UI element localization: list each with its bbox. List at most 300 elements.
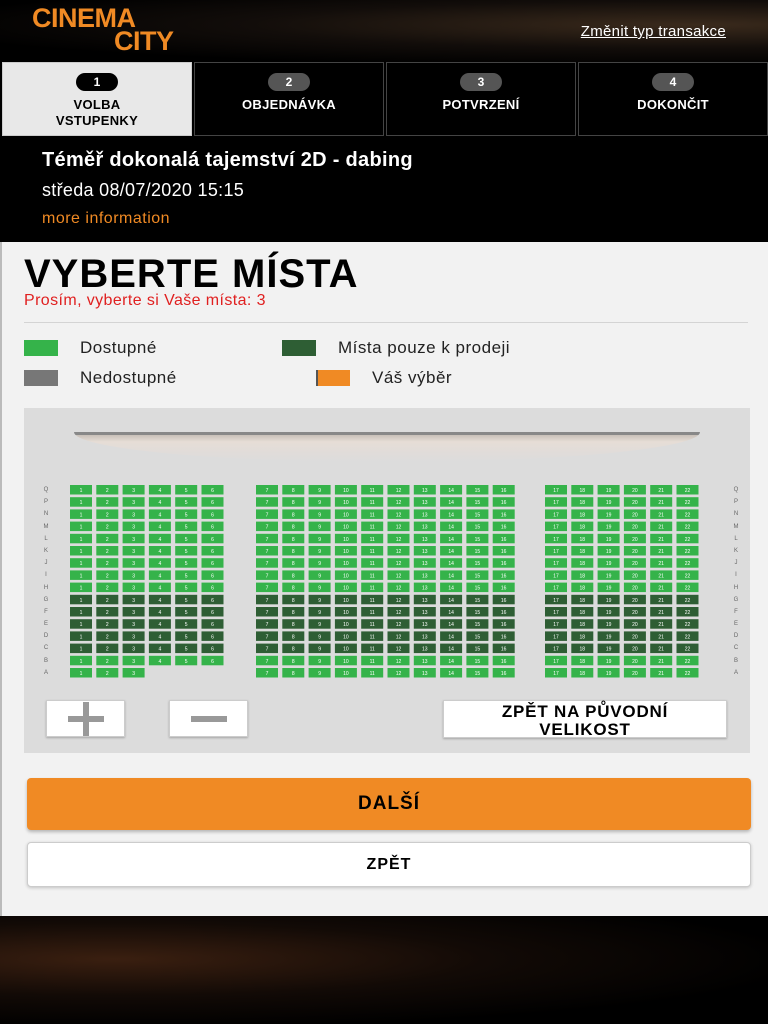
- seat[interactable]: [309, 497, 331, 507]
- seat[interactable]: [493, 631, 515, 641]
- seat[interactable]: [624, 546, 646, 556]
- seat[interactable]: [466, 656, 488, 666]
- seat[interactable]: [624, 631, 646, 641]
- seat-map[interactable]: [24, 408, 750, 753]
- seat[interactable]: [309, 509, 331, 519]
- seat[interactable]: [175, 558, 197, 568]
- seat[interactable]: [309, 644, 331, 654]
- seat[interactable]: [571, 570, 593, 580]
- cinema-city-logo[interactable]: [32, 3, 232, 57]
- seat[interactable]: [70, 583, 92, 593]
- seat[interactable]: [202, 558, 224, 568]
- seat[interactable]: [256, 656, 278, 666]
- seat[interactable]: [175, 522, 197, 532]
- seat[interactable]: [624, 656, 646, 666]
- seat[interactable]: [493, 509, 515, 519]
- seat[interactable]: [202, 644, 224, 654]
- seat[interactable]: [414, 546, 436, 556]
- seat[interactable]: [282, 631, 304, 641]
- seat[interactable]: [624, 558, 646, 568]
- seat[interactable]: [677, 668, 699, 678]
- seat[interactable]: [123, 668, 145, 678]
- seat[interactable]: [545, 656, 567, 666]
- seat[interactable]: [598, 558, 620, 568]
- seat[interactable]: [650, 509, 672, 519]
- seat[interactable]: [70, 509, 92, 519]
- seat[interactable]: [388, 509, 410, 519]
- seat[interactable]: [545, 644, 567, 654]
- seat[interactable]: [123, 485, 145, 495]
- seat[interactable]: [123, 644, 145, 654]
- seat[interactable]: [571, 534, 593, 544]
- seat[interactable]: [677, 522, 699, 532]
- seat[interactable]: [414, 534, 436, 544]
- seat[interactable]: [282, 595, 304, 605]
- seat[interactable]: [361, 522, 383, 532]
- seat[interactable]: [256, 570, 278, 580]
- seat[interactable]: [70, 668, 92, 678]
- seat[interactable]: [677, 570, 699, 580]
- seat[interactable]: [335, 644, 357, 654]
- seat[interactable]: [440, 619, 462, 629]
- seat[interactable]: [388, 546, 410, 556]
- seat[interactable]: [677, 558, 699, 568]
- seat[interactable]: [175, 656, 197, 666]
- seat[interactable]: [624, 595, 646, 605]
- seat[interactable]: [175, 583, 197, 593]
- seat[interactable]: [440, 656, 462, 666]
- seat[interactable]: [677, 607, 699, 617]
- seat[interactable]: [624, 607, 646, 617]
- seat[interactable]: [545, 668, 567, 678]
- seat[interactable]: [335, 546, 357, 556]
- seat[interactable]: [149, 631, 171, 641]
- seat[interactable]: [545, 595, 567, 605]
- seat[interactable]: [571, 668, 593, 678]
- seat[interactable]: [545, 583, 567, 593]
- seat[interactable]: [202, 509, 224, 519]
- seat[interactable]: [149, 570, 171, 580]
- seat[interactable]: [624, 497, 646, 507]
- seat[interactable]: [624, 522, 646, 532]
- seat[interactable]: [650, 644, 672, 654]
- seat[interactable]: [571, 656, 593, 666]
- seat[interactable]: [175, 631, 197, 641]
- seat[interactable]: [175, 497, 197, 507]
- seat[interactable]: [493, 534, 515, 544]
- seat[interactable]: [175, 607, 197, 617]
- seat[interactable]: [388, 607, 410, 617]
- seat[interactable]: [440, 558, 462, 568]
- seat[interactable]: [361, 570, 383, 580]
- seat[interactable]: [361, 509, 383, 519]
- seat[interactable]: [466, 570, 488, 580]
- seat[interactable]: [571, 509, 593, 519]
- seat[interactable]: [149, 644, 171, 654]
- seat[interactable]: [70, 595, 92, 605]
- seat[interactable]: [388, 485, 410, 495]
- zoom-in-button[interactable]: [46, 700, 125, 737]
- seat[interactable]: [493, 583, 515, 593]
- seat[interactable]: [388, 583, 410, 593]
- seat[interactable]: [440, 607, 462, 617]
- seat[interactable]: [493, 595, 515, 605]
- seat[interactable]: [624, 619, 646, 629]
- seat[interactable]: [256, 644, 278, 654]
- seat[interactable]: [149, 607, 171, 617]
- seat[interactable]: [598, 619, 620, 629]
- seat[interactable]: [493, 485, 515, 495]
- seat[interactable]: [493, 619, 515, 629]
- seat[interactable]: [202, 522, 224, 532]
- seat[interactable]: [70, 631, 92, 641]
- seat[interactable]: [493, 558, 515, 568]
- seat[interactable]: [466, 558, 488, 568]
- seat[interactable]: [149, 522, 171, 532]
- seat[interactable]: [309, 619, 331, 629]
- seat[interactable]: [624, 485, 646, 495]
- seat[interactable]: [175, 509, 197, 519]
- seat[interactable]: [335, 619, 357, 629]
- seat[interactable]: [440, 570, 462, 580]
- seat[interactable]: [414, 631, 436, 641]
- seat[interactable]: [388, 570, 410, 580]
- seat[interactable]: [202, 619, 224, 629]
- seat[interactable]: [335, 607, 357, 617]
- seat[interactable]: [123, 534, 145, 544]
- seat[interactable]: [309, 656, 331, 666]
- seat[interactable]: [440, 509, 462, 519]
- seat[interactable]: [96, 631, 118, 641]
- seat[interactable]: [677, 619, 699, 629]
- seat[interactable]: [388, 631, 410, 641]
- seat[interactable]: [123, 656, 145, 666]
- seat[interactable]: [96, 546, 118, 556]
- seat[interactable]: [256, 595, 278, 605]
- seat[interactable]: [282, 558, 304, 568]
- seat[interactable]: [598, 583, 620, 593]
- seat[interactable]: [493, 644, 515, 654]
- seat[interactable]: [309, 485, 331, 495]
- seat[interactable]: [175, 619, 197, 629]
- seat[interactable]: [335, 583, 357, 593]
- seat[interactable]: [96, 497, 118, 507]
- seat[interactable]: [650, 522, 672, 532]
- seat[interactable]: [256, 619, 278, 629]
- seat[interactable]: [70, 570, 92, 580]
- seat[interactable]: [598, 607, 620, 617]
- seat[interactable]: [123, 595, 145, 605]
- seat[interactable]: [466, 534, 488, 544]
- seat[interactable]: [149, 546, 171, 556]
- seat[interactable]: [256, 607, 278, 617]
- seat[interactable]: [282, 583, 304, 593]
- seat[interactable]: [96, 583, 118, 593]
- seat[interactable]: [256, 546, 278, 556]
- change-transaction-link[interactable]: Změnit typ transakce: [580, 23, 726, 40]
- seat[interactable]: [650, 558, 672, 568]
- seat[interactable]: [598, 546, 620, 556]
- seat[interactable]: [123, 583, 145, 593]
- seat[interactable]: [361, 485, 383, 495]
- seat[interactable]: [282, 570, 304, 580]
- seat[interactable]: [414, 522, 436, 532]
- seat[interactable]: [598, 668, 620, 678]
- seat[interactable]: [335, 558, 357, 568]
- seat[interactable]: [440, 485, 462, 495]
- seat[interactable]: [388, 522, 410, 532]
- seat[interactable]: [414, 497, 436, 507]
- seat[interactable]: [123, 509, 145, 519]
- seat[interactable]: [545, 570, 567, 580]
- seat[interactable]: [624, 570, 646, 580]
- seat[interactable]: [466, 546, 488, 556]
- seat[interactable]: [309, 583, 331, 593]
- seat[interactable]: [545, 619, 567, 629]
- seat[interactable]: [96, 522, 118, 532]
- seat[interactable]: [256, 534, 278, 544]
- seat[interactable]: [388, 534, 410, 544]
- seat[interactable]: [70, 656, 92, 666]
- seat[interactable]: [335, 570, 357, 580]
- seat[interactable]: [361, 644, 383, 654]
- seat[interactable]: [598, 644, 620, 654]
- seat[interactable]: [624, 668, 646, 678]
- seat[interactable]: [123, 558, 145, 568]
- seat[interactable]: [545, 546, 567, 556]
- seat[interactable]: [650, 668, 672, 678]
- seat[interactable]: [309, 546, 331, 556]
- seat[interactable]: [466, 595, 488, 605]
- seat[interactable]: [545, 485, 567, 495]
- seat[interactable]: [70, 644, 92, 654]
- seat[interactable]: [309, 607, 331, 617]
- seat[interactable]: [440, 644, 462, 654]
- seat[interactable]: [309, 668, 331, 678]
- seat[interactable]: [282, 509, 304, 519]
- seat[interactable]: [175, 485, 197, 495]
- zoom-out-button[interactable]: [169, 700, 248, 737]
- seat[interactable]: [598, 570, 620, 580]
- seat[interactable]: [545, 558, 567, 568]
- back-button[interactable]: ZPĚT: [27, 842, 751, 887]
- seat[interactable]: [466, 644, 488, 654]
- seat[interactable]: [96, 619, 118, 629]
- seat[interactable]: [440, 497, 462, 507]
- seat[interactable]: [123, 631, 145, 641]
- seat[interactable]: [256, 485, 278, 495]
- seat[interactable]: [149, 485, 171, 495]
- seat[interactable]: [493, 546, 515, 556]
- seat[interactable]: [175, 644, 197, 654]
- seat[interactable]: [493, 607, 515, 617]
- seat[interactable]: [282, 619, 304, 629]
- seat[interactable]: [677, 497, 699, 507]
- seat[interactable]: [175, 534, 197, 544]
- seat[interactable]: [202, 656, 224, 666]
- seat[interactable]: [571, 497, 593, 507]
- seat[interactable]: [335, 595, 357, 605]
- seat[interactable]: [282, 534, 304, 544]
- seat[interactable]: [361, 583, 383, 593]
- seat[interactable]: [309, 534, 331, 544]
- seat[interactable]: [493, 656, 515, 666]
- seat[interactable]: [149, 558, 171, 568]
- seat[interactable]: [96, 558, 118, 568]
- seat[interactable]: [650, 607, 672, 617]
- seat[interactable]: [414, 595, 436, 605]
- seat[interactable]: [361, 497, 383, 507]
- seat[interactable]: [414, 619, 436, 629]
- seat[interactable]: [650, 631, 672, 641]
- seat[interactable]: [677, 631, 699, 641]
- seat[interactable]: [624, 509, 646, 519]
- seat[interactable]: [440, 668, 462, 678]
- seat[interactable]: [96, 595, 118, 605]
- seat[interactable]: [598, 534, 620, 544]
- seat[interactable]: [440, 583, 462, 593]
- seat[interactable]: [624, 583, 646, 593]
- seat[interactable]: [650, 485, 672, 495]
- seat[interactable]: [388, 644, 410, 654]
- seat[interactable]: [70, 485, 92, 495]
- seats-grid[interactable]: [24, 408, 750, 698]
- seat[interactable]: [335, 509, 357, 519]
- seat[interactable]: [388, 497, 410, 507]
- seat[interactable]: [149, 656, 171, 666]
- seat[interactable]: [466, 509, 488, 519]
- seat[interactable]: [282, 497, 304, 507]
- seat[interactable]: [96, 668, 118, 678]
- seat[interactable]: [309, 631, 331, 641]
- seat[interactable]: [650, 583, 672, 593]
- seat[interactable]: [202, 595, 224, 605]
- seat[interactable]: [282, 522, 304, 532]
- seat[interactable]: [677, 485, 699, 495]
- seat[interactable]: [202, 497, 224, 507]
- seat[interactable]: [650, 595, 672, 605]
- seat[interactable]: [282, 546, 304, 556]
- seat[interactable]: [493, 668, 515, 678]
- seat[interactable]: [202, 546, 224, 556]
- seat[interactable]: [123, 497, 145, 507]
- seat[interactable]: [388, 668, 410, 678]
- seat[interactable]: [414, 607, 436, 617]
- seat[interactable]: [493, 522, 515, 532]
- seat[interactable]: [149, 534, 171, 544]
- seat[interactable]: [96, 485, 118, 495]
- seat[interactable]: [335, 534, 357, 544]
- seat[interactable]: [466, 522, 488, 532]
- seat[interactable]: [571, 546, 593, 556]
- seat[interactable]: [624, 644, 646, 654]
- seat[interactable]: [677, 644, 699, 654]
- seat[interactable]: [493, 497, 515, 507]
- seat[interactable]: [123, 570, 145, 580]
- seat[interactable]: [361, 619, 383, 629]
- seat[interactable]: [388, 558, 410, 568]
- seat[interactable]: [202, 570, 224, 580]
- seat[interactable]: [440, 534, 462, 544]
- seat[interactable]: [545, 534, 567, 544]
- seat[interactable]: [309, 595, 331, 605]
- seat[interactable]: [361, 558, 383, 568]
- seat[interactable]: [677, 583, 699, 593]
- seat[interactable]: [440, 631, 462, 641]
- seat[interactable]: [466, 583, 488, 593]
- seat[interactable]: [414, 656, 436, 666]
- seat[interactable]: [466, 668, 488, 678]
- seat[interactable]: [335, 522, 357, 532]
- seat[interactable]: [598, 595, 620, 605]
- reset-zoom-button[interactable]: [443, 700, 727, 738]
- seat[interactable]: [571, 607, 593, 617]
- seat[interactable]: [650, 546, 672, 556]
- seat[interactable]: [96, 534, 118, 544]
- seat[interactable]: [677, 595, 699, 605]
- seat[interactable]: [598, 485, 620, 495]
- seat[interactable]: [361, 668, 383, 678]
- seat[interactable]: [282, 644, 304, 654]
- seat[interactable]: [571, 644, 593, 654]
- seat[interactable]: [70, 522, 92, 532]
- seat[interactable]: [466, 497, 488, 507]
- seat[interactable]: [571, 522, 593, 532]
- seat[interactable]: [545, 497, 567, 507]
- more-information-link[interactable]: more information: [42, 210, 171, 227]
- seat[interactable]: [545, 607, 567, 617]
- seat[interactable]: [282, 485, 304, 495]
- seat[interactable]: [256, 509, 278, 519]
- seat[interactable]: [175, 570, 197, 580]
- seat[interactable]: [388, 619, 410, 629]
- seat[interactable]: [149, 595, 171, 605]
- seat[interactable]: [256, 522, 278, 532]
- seat[interactable]: [335, 497, 357, 507]
- seat[interactable]: [361, 607, 383, 617]
- seat[interactable]: [256, 558, 278, 568]
- seat[interactable]: [677, 546, 699, 556]
- seat[interactable]: [388, 656, 410, 666]
- seat[interactable]: [256, 583, 278, 593]
- seat[interactable]: [677, 656, 699, 666]
- seat[interactable]: [309, 570, 331, 580]
- seat[interactable]: [650, 656, 672, 666]
- seat[interactable]: [202, 607, 224, 617]
- seat[interactable]: [149, 497, 171, 507]
- seat[interactable]: [96, 644, 118, 654]
- seat[interactable]: [202, 534, 224, 544]
- seat[interactable]: [175, 595, 197, 605]
- seat[interactable]: [123, 607, 145, 617]
- seat[interactable]: [440, 522, 462, 532]
- seat[interactable]: [175, 546, 197, 556]
- seat[interactable]: [571, 485, 593, 495]
- seat[interactable]: [256, 497, 278, 507]
- seat[interactable]: [414, 583, 436, 593]
- seat[interactable]: [282, 668, 304, 678]
- seat[interactable]: [123, 619, 145, 629]
- seat[interactable]: [598, 522, 620, 532]
- seat[interactable]: [70, 546, 92, 556]
- seat[interactable]: [571, 619, 593, 629]
- seat[interactable]: [650, 497, 672, 507]
- seat[interactable]: [571, 631, 593, 641]
- seat[interactable]: [571, 595, 593, 605]
- seat[interactable]: [545, 631, 567, 641]
- seat[interactable]: [149, 583, 171, 593]
- seat[interactable]: [361, 631, 383, 641]
